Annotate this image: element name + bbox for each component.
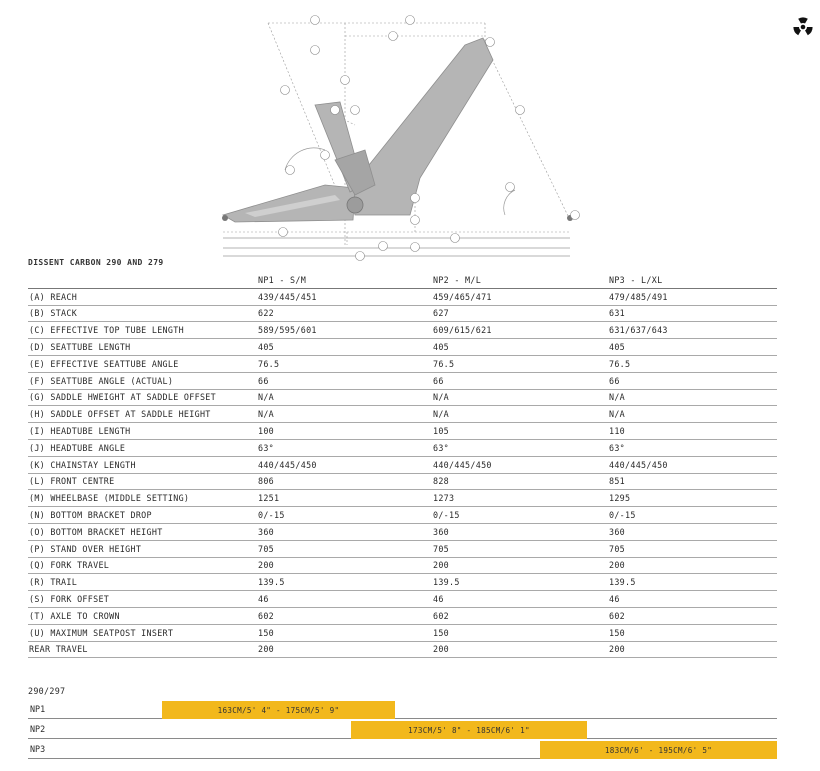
row-label: (G) SADDLE HWEIGHT AT SADDLE OFFSET [28, 389, 257, 406]
row-value: 200 [608, 557, 777, 574]
height-range-bar: 163CM/5' 4" - 175CM/5' 9" [162, 701, 395, 719]
table-row [28, 389, 777, 406]
table-row [28, 641, 777, 658]
row-value: 63° [432, 439, 608, 456]
table-row [28, 456, 777, 473]
row-label: REAR TRAVEL [28, 641, 257, 658]
row-value: 66 [432, 372, 608, 389]
row-value: 0/-15 [432, 507, 608, 524]
row-label: (M) WHEELBASE (MIDDLE SETTING) [28, 490, 257, 507]
row-value: 405 [608, 339, 777, 356]
row-value: 806 [257, 473, 432, 490]
row-value: 46 [257, 591, 432, 608]
row-label: (T) AXLE TO CROWN [28, 607, 257, 624]
row-label: (P) STAND OVER HEIGHT [28, 540, 257, 557]
row-value: 63° [257, 439, 432, 456]
row-value: 705 [257, 540, 432, 557]
table-row [28, 591, 777, 608]
row-value: N/A [432, 406, 608, 423]
row-value: 602 [608, 607, 777, 624]
table-row [28, 540, 777, 557]
size-row-np1 [28, 700, 777, 719]
height-range-bar: 173CM/5' 8" - 185CM/6' 1" [351, 721, 587, 739]
row-value: 105 [432, 423, 608, 440]
row-label: (R) TRAIL [28, 574, 257, 591]
row-value: 705 [608, 540, 777, 557]
row-value: N/A [608, 389, 777, 406]
row-value: 622 [257, 305, 432, 322]
row-value: 76.5 [608, 355, 777, 372]
header-cell: NP3 - L/XL [608, 272, 777, 288]
row-value: 100 [257, 423, 432, 440]
table-title: DISSENT CARBON 290 AND 279 [28, 258, 164, 267]
row-value: N/A [257, 389, 432, 406]
table-row [28, 490, 777, 507]
row-value: 1273 [432, 490, 608, 507]
geometry-table [28, 272, 777, 658]
row-label: (I) HEADTUBE LENGTH [28, 423, 257, 440]
header-cell [28, 272, 257, 288]
frame-geometry-diagram [215, 10, 590, 262]
row-value: 66 [257, 372, 432, 389]
row-value: 851 [608, 473, 777, 490]
row-value: 76.5 [257, 355, 432, 372]
row-value: 440/445/450 [257, 456, 432, 473]
row-value: N/A [608, 406, 777, 423]
table-row [28, 423, 777, 440]
row-value: 1295 [608, 490, 777, 507]
row-value: 200 [432, 641, 608, 658]
row-value: 459/465/471 [432, 288, 608, 305]
table-row [28, 439, 777, 456]
table-row [28, 624, 777, 641]
row-value: 627 [432, 305, 608, 322]
row-value: 602 [257, 607, 432, 624]
size-row-np3 [28, 740, 777, 759]
row-label: (K) CHAINSTAY LENGTH [28, 456, 257, 473]
row-value: 360 [257, 523, 432, 540]
table-row [28, 305, 777, 322]
row-label: (Q) FORK TRAVEL [28, 557, 257, 574]
row-value: 405 [257, 339, 432, 356]
table-row [28, 372, 777, 389]
row-value: 139.5 [608, 574, 777, 591]
table-row [28, 507, 777, 524]
header-cell: NP1 - S/M [257, 272, 432, 288]
table-row [28, 322, 777, 339]
row-value: 200 [432, 557, 608, 574]
row-label: (C) EFFECTIVE TOP TUBE LENGTH [28, 322, 257, 339]
row-label: (A) REACH [28, 288, 257, 305]
row-label: (B) STACK [28, 305, 257, 322]
row-label: (S) FORK OFFSET [28, 591, 257, 608]
table-row [28, 473, 777, 490]
row-label: (H) SADDLE OFFSET AT SADDLE HEIGHT [28, 406, 257, 423]
row-value: 139.5 [257, 574, 432, 591]
table-row [28, 607, 777, 624]
row-value: N/A [257, 406, 432, 423]
row-value: 440/445/450 [432, 456, 608, 473]
row-label: (O) BOTTOM BRACKET HEIGHT [28, 523, 257, 540]
row-label: (U) MAXIMUM SEATPOST INSERT [28, 624, 257, 641]
row-value: 0/-15 [257, 507, 432, 524]
row-value: 479/485/491 [608, 288, 777, 305]
row-value: 139.5 [432, 574, 608, 591]
row-label: (D) SEATTUBE LENGTH [28, 339, 257, 356]
row-value: 200 [257, 641, 432, 658]
radiation-trefoil-icon [789, 12, 817, 40]
row-value: 46 [432, 591, 608, 608]
row-value: 150 [432, 624, 608, 641]
table-row [28, 557, 777, 574]
row-label: (L) FRONT CENTRE [28, 473, 257, 490]
header-cell: NP2 - M/L [432, 272, 608, 288]
row-value: 440/445/450 [608, 456, 777, 473]
row-value: 63° [608, 439, 777, 456]
row-value: 631/637/643 [608, 322, 777, 339]
row-value: 589/595/601 [257, 322, 432, 339]
table-row [28, 288, 777, 305]
row-value: 360 [432, 523, 608, 540]
row-value: 200 [257, 557, 432, 574]
table-header-row [28, 272, 777, 288]
size-row-np2 [28, 720, 777, 739]
sizing-title: 290/297 [28, 686, 66, 696]
height-range-bar: 183CM/6' - 195CM/6' 5" [540, 741, 777, 759]
row-value: 360 [608, 523, 777, 540]
row-value: 76.5 [432, 355, 608, 372]
row-value: 46 [608, 591, 777, 608]
row-value: N/A [432, 389, 608, 406]
table-row [28, 355, 777, 372]
row-value: 439/445/451 [257, 288, 432, 305]
size-label: NP2 [30, 724, 46, 734]
row-value: 609/615/621 [432, 322, 608, 339]
table-row [28, 339, 777, 356]
row-value: 150 [608, 624, 777, 641]
row-value: 631 [608, 305, 777, 322]
row-label: (F) SEATTUBE ANGLE (ACTUAL) [28, 372, 257, 389]
row-value: 705 [432, 540, 608, 557]
table-row [28, 406, 777, 423]
row-value: 200 [608, 641, 777, 658]
row-value: 828 [432, 473, 608, 490]
table-row [28, 523, 777, 540]
row-value: 110 [608, 423, 777, 440]
row-value: 405 [432, 339, 608, 356]
row-value: 0/-15 [608, 507, 777, 524]
size-label: NP1 [30, 704, 46, 714]
size-label: NP3 [30, 744, 46, 754]
row-label: (E) EFFECTIVE SEATTUBE ANGLE [28, 355, 257, 372]
row-label: (J) HEADTUBE ANGLE [28, 439, 257, 456]
row-label: (N) BOTTOM BRACKET DROP [28, 507, 257, 524]
table-row [28, 574, 777, 591]
row-value: 602 [432, 607, 608, 624]
row-value: 66 [608, 372, 777, 389]
row-value: 150 [257, 624, 432, 641]
row-value: 1251 [257, 490, 432, 507]
